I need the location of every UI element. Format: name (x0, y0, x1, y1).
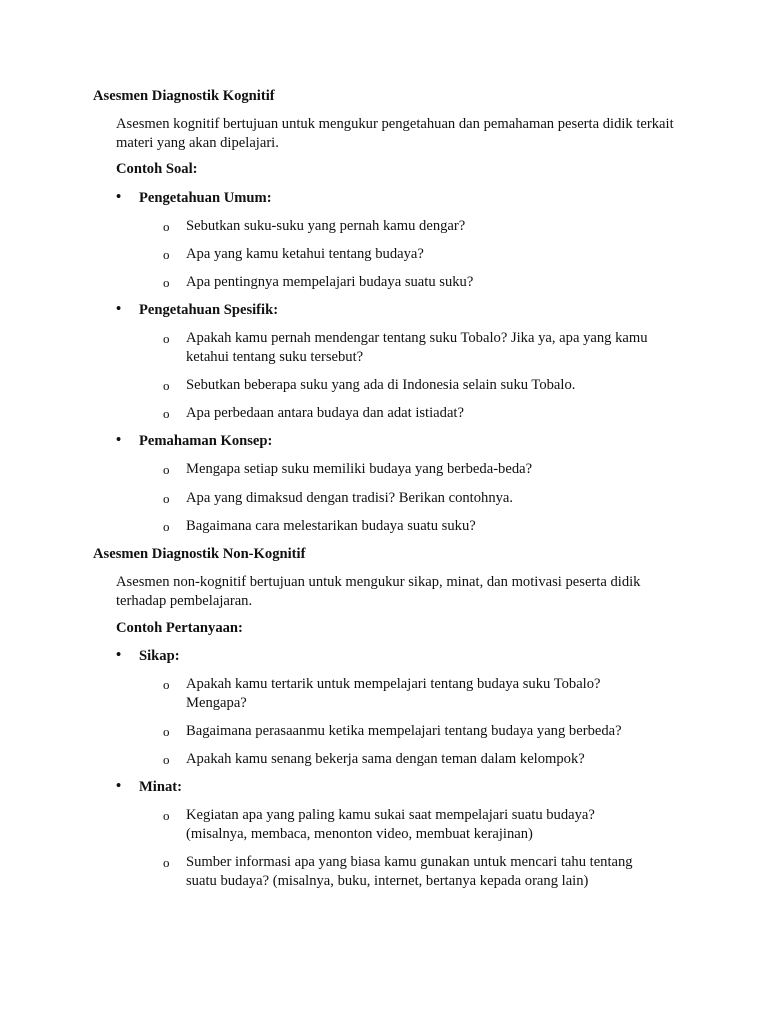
circle-bullet-icon: o (163, 462, 170, 477)
list-item-text: Bagaimana cara melestarikan budaya suatu suku? (186, 518, 476, 534)
list-item-text: Sumber informasi apa yang biasa kamu gunakan untuk mencari tahu tentang suatu budaya? (misalnya, buku, internet, bertanya kepada orang lain) (186, 854, 633, 889)
bullet-icon: • (116, 778, 122, 794)
list-item-text: Apa perbedaan antara budaya dan adat istiadat? (186, 405, 464, 421)
list-item-text: Apa yang kamu ketahui tentang budaya? (186, 246, 424, 262)
circle-bullet-icon: o (163, 724, 170, 739)
section-description-kognitif: Asesmen kognitif bertujuan untuk mengukur pengetahuan dan pemahaman peserta didik terkait materi yang akan dipelajari. (116, 116, 674, 151)
bullet-icon: • (116, 647, 122, 663)
group-title: Pemahaman Konsep: (139, 433, 273, 449)
list-item-text: Apakah kamu tertarik untuk mempelajari tentang budaya suku Tobalo? Mengapa? (186, 676, 601, 711)
list-item-text: Apa pentingnya mempelajari budaya suatu suku? (186, 274, 474, 290)
group-title: Minat: (139, 779, 182, 795)
circle-bullet-icon: o (163, 275, 170, 290)
circle-bullet-icon: o (163, 752, 170, 767)
circle-bullet-icon: o (163, 677, 170, 692)
circle-bullet-icon: o (163, 378, 170, 393)
list-item-text: Mengapa setiap suku memiliki budaya yang berbeda-beda? (186, 461, 533, 477)
bullet-icon: • (116, 301, 122, 317)
list-item-text: Kegiatan apa yang paling kamu sukai saat mempelajari suatu budaya? (misalnya, membaca, menonton video, membuat kerajinan) (186, 807, 595, 842)
list-item-text: Apakah kamu pernah mendengar tentang suku Tobalo? Jika ya, apa yang kamu ketahui tentang suku tersebut? (186, 330, 648, 365)
section-heading-non-kognitif: Asesmen Diagnostik Non-Kognitif (93, 546, 306, 562)
circle-bullet-icon: o (163, 855, 170, 870)
group-title: Pengetahuan Umum: (139, 190, 272, 206)
circle-bullet-icon: o (163, 219, 170, 234)
circle-bullet-icon: o (163, 247, 170, 262)
list-item-text: Bagaimana perasaanmu ketika mempelajari tentang budaya yang berbeda? (186, 723, 622, 739)
group-title: Sikap: (139, 648, 180, 664)
circle-bullet-icon: o (163, 491, 170, 506)
section-heading-kognitif: Asesmen Diagnostik Kognitif (93, 88, 275, 104)
list-item-text: Sebutkan suku-suku yang pernah kamu dengar? (186, 218, 466, 234)
list-item-text: Sebutkan beberapa suku yang ada di Indonesia selain suku Tobalo. (186, 377, 576, 393)
bullet-icon: • (116, 189, 122, 205)
circle-bullet-icon: o (163, 808, 170, 823)
bullet-icon: • (116, 432, 122, 448)
section-subheading-contoh-pertanyaan: Contoh Pertanyaan: (116, 620, 243, 636)
section-subheading-contoh-soal: Contoh Soal: (116, 161, 198, 177)
circle-bullet-icon: o (163, 519, 170, 534)
circle-bullet-icon: o (163, 406, 170, 421)
circle-bullet-icon: o (163, 331, 170, 346)
list-item-text: Apakah kamu senang bekerja sama dengan teman dalam kelompok? (186, 751, 585, 767)
group-title: Pengetahuan Spesifik: (139, 302, 279, 318)
section-description-non-kognitif: Asesmen non-kognitif bertujuan untuk mengukur sikap, minat, dan motivasi peserta didik terhadap pembelajaran. (116, 574, 641, 609)
list-item-text: Apa yang dimaksud dengan tradisi? Berikan contohnya. (186, 490, 514, 506)
